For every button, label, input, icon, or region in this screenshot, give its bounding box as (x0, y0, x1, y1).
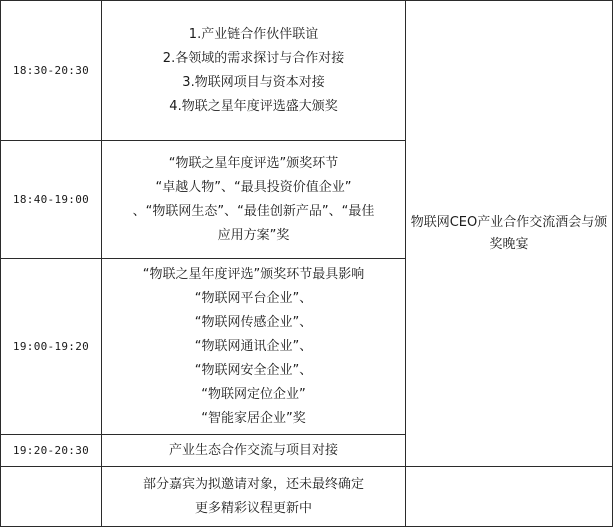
agenda-line: 3.物联网项目与资本对接 (182, 74, 325, 90)
time-cell (1, 141, 101, 258)
event-name-cell (406, 1, 612, 466)
agenda-line: “物联网定位企业” (201, 386, 306, 402)
agenda-line: “物联网平台企业”、 (194, 290, 313, 306)
agenda-line: “卓越人物”、“最具投资价值企业” (155, 179, 352, 195)
time-label: 18:40-19:00 (12, 193, 90, 206)
agenda-line: 应用方案”奖 (217, 227, 290, 243)
time-cell (1, 259, 101, 434)
time-label: 18:30-20:30 (12, 64, 90, 77)
event-name: 物联网CEO产业合作交流酒会与颁奖晚宴 (410, 214, 608, 252)
agenda-note-line: 部分嘉宾为拟邀请对象，还未最终确定 (142, 476, 364, 492)
empty-cell (406, 467, 612, 526)
agenda-item-cell (102, 435, 405, 466)
agenda-item-cell (102, 259, 405, 434)
agenda-line: “智能家居企业”奖 (201, 410, 306, 426)
agenda-item-cell (102, 141, 405, 258)
agenda-line: “物联网通讯企业”、 (194, 338, 313, 354)
agenda-line: 、“物联网生态”、“最佳创新产品”、“最佳 (132, 203, 375, 219)
time-label: 19:00-19:20 (12, 340, 90, 353)
agenda-note-line: 更多精彩议程更新中 (194, 500, 312, 516)
agenda-line: 4.物联之星年度评选盛大颁奖 (169, 98, 338, 114)
time-label: 19:20-20:30 (12, 444, 90, 457)
agenda-item-cell (102, 1, 405, 140)
time-cell (1, 435, 101, 466)
time-cell (1, 467, 101, 526)
agenda-line: “物联之星年度评选”颁奖环节最具影响 (142, 266, 365, 282)
agenda-line: 产业生态合作交流与项目对接 (168, 442, 338, 458)
agenda-line: “物联网安全企业”、 (194, 362, 313, 378)
agenda-line: “物联网传感企业”、 (194, 314, 313, 330)
agenda-line: 2.各领域的需求探讨与合作对接 (162, 50, 345, 66)
agenda-note-cell (102, 467, 405, 526)
time-cell (1, 1, 101, 140)
agenda-line: 1.产业链合作伙伴联谊 (188, 26, 319, 42)
agenda-line: “物联之星年度评选”颁奖环节 (168, 155, 339, 171)
